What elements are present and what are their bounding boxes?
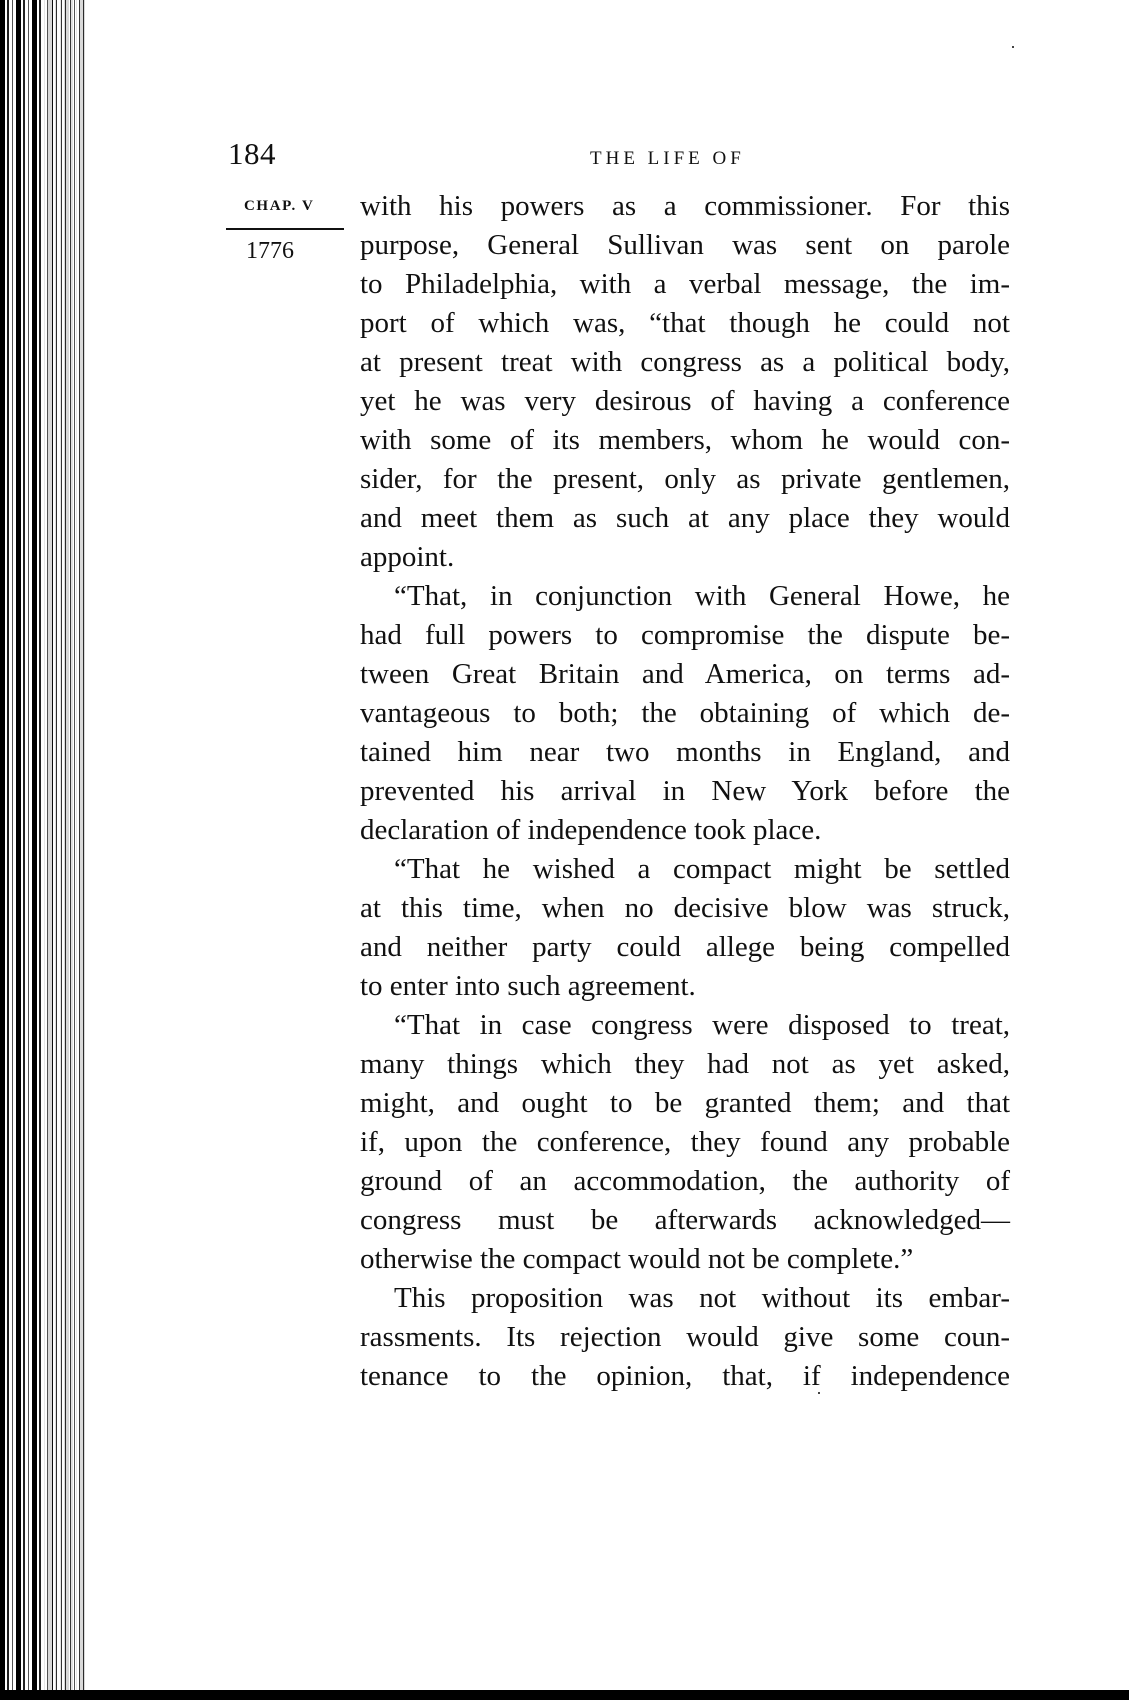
margin-divider — [226, 228, 344, 230]
paragraph — [360, 1006, 1010, 1279]
page-number: 184 — [228, 136, 276, 171]
text-line: if, upon the conference, they found any probable — [360, 1126, 1010, 1158]
text-line: otherwise the compact would not be complete.” — [360, 1243, 914, 1275]
running-head: THE LIFE OF — [590, 148, 745, 169]
body-text — [360, 187, 1010, 1396]
text-line: with his powers as a commissioner. For this — [360, 190, 1010, 222]
text-line: and neither party could allege being compelled — [360, 931, 1010, 963]
text-line: sider, for the present, only as private gentlemen, — [360, 463, 1010, 495]
text-line: purpose, General Sullivan was sent on parole — [360, 229, 1010, 261]
text-line: “That, in conjunction with General Howe, he — [394, 580, 1010, 612]
text-line: many things which they had not as yet asked, — [360, 1048, 1010, 1080]
text-line: to Philadelphia, with a verbal message, the im- — [360, 268, 1010, 300]
text-line: tween Great Britain and America, on terms ad- — [360, 658, 1010, 690]
paragraph — [360, 187, 1010, 577]
text-line: with some of its members, whom he would con- — [360, 424, 1010, 456]
text-line: “That in case congress were disposed to treat, — [394, 1009, 1010, 1041]
book-gutter — [44, 0, 86, 1700]
text-line: congress must be afterwards acknowledged— — [360, 1204, 1010, 1236]
paragraph — [360, 1279, 1010, 1396]
text-line: had full powers to compromise the dispute be- — [360, 619, 1010, 651]
text-line: port of which was, “that though he could not — [360, 307, 1010, 339]
paragraph — [360, 850, 1010, 1006]
text-line: might, and ought to be granted them; and that — [360, 1087, 1010, 1119]
margin-chapter-note: CHAP. V — [244, 198, 315, 214]
text-line: at this time, when no decisive blow was struck, — [360, 892, 1010, 924]
text-line: and meet them as such at any place they would — [360, 502, 1010, 534]
text-line: ground of an accommodation, the authority of — [360, 1165, 1010, 1197]
text-line: declaration of independence took place. — [360, 814, 822, 846]
text-line: This proposition was not without its embar- — [394, 1282, 1010, 1314]
paragraph — [360, 577, 1010, 850]
text-line: prevented his arrival in New York before the — [360, 775, 1010, 807]
text-line: to enter into such agreement. — [360, 970, 696, 1002]
scan-speck — [818, 1392, 820, 1394]
text-line: vantageous to both; the obtaining of which de- — [360, 697, 1010, 729]
text-line: appoint. — [360, 541, 455, 573]
text-line: yet he was very desirous of having a conference — [360, 385, 1010, 417]
text-line: tenance to the opinion, that, if independence — [360, 1360, 1010, 1392]
text-line: at present treat with congress as a political body, — [360, 346, 1010, 378]
text-line: “That he wished a compact might be settled — [394, 853, 1010, 885]
page-bottom-edge — [0, 1690, 1129, 1700]
text-line: rassments. Its rejection would give some coun- — [360, 1321, 1010, 1353]
scan-speck — [1012, 46, 1014, 48]
text-line: tained him near two months in England, and — [360, 736, 1010, 768]
margin-year-note: 1776 — [246, 238, 294, 264]
